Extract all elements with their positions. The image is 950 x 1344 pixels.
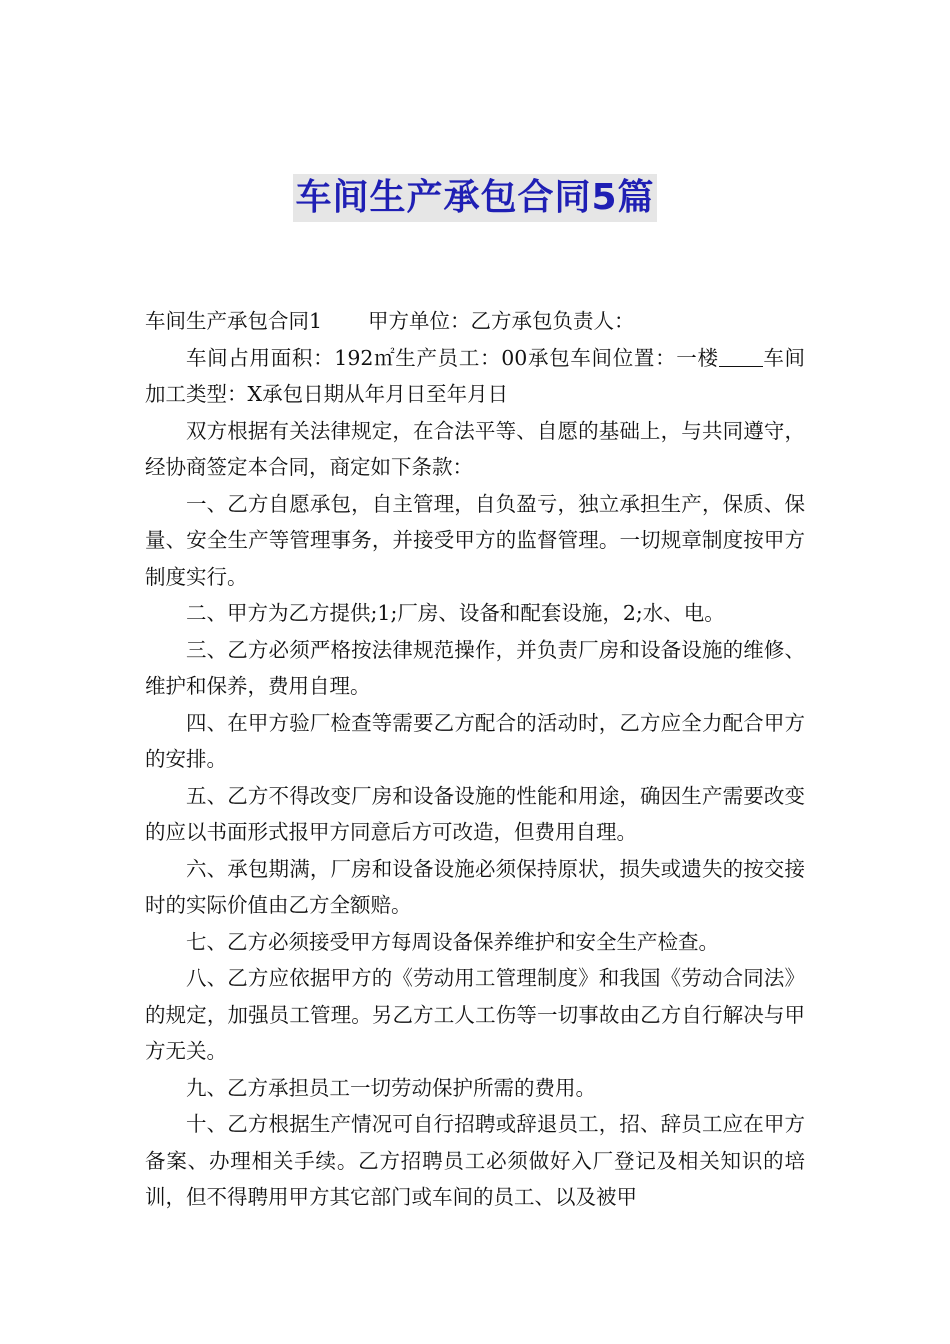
blank-underline (719, 345, 763, 367)
clause-9: 九、乙方承担员工一切劳动保护所需的费用。 (186, 1075, 596, 1100)
workshop-type-text: 车间加工类型：X承包日期从年月日至年月日 (145, 345, 806, 406)
contract-name: 车间生产承包合同1 (145, 309, 323, 333)
clause-10: 十、乙方根据生产情况可自行招聘或辞退员工，招、辞员工应在甲方备案、办理相关手续。乙方招聘员工必须做好入厂登记及相关知识的培训，但不得聘用甲方其它部门或车间的员工、以及被甲 (145, 1112, 805, 1209)
clause-5: 五、乙方不得改变厂房和设备设施的性能和用途，确因生产需要改变的应以书面形式报甲方同意后方可改造，但费用自理。 (145, 783, 805, 844)
clause-3: 三、乙方必须严格按法律规范操作，并负责厂房和设备设施的维修、维护和保养，费用自理。 (145, 637, 805, 698)
clause-8: 八、乙方应依据甲方的《劳动用工管理制度》和我国《劳动合同法》的规定，加强员工管理。另乙方工人工伤等一切事故由乙方自行解决与甲方无关。 (145, 966, 805, 1063)
workshop-area-text: 车间占用面积：192㎡生产员工：00承包车间位置：一楼 (186, 345, 719, 370)
document-title: 车间生产承包合同5篇 (293, 174, 656, 222)
clause-6: 六、承包期满，厂房和设备设施必须保持原状，损失或遗失的按交接时的实际价值由乙方全额赔。 (145, 856, 805, 917)
clause-4: 四、在甲方验厂检查等需要乙方配合的活动时，乙方应全力配合甲方的安排。 (145, 710, 805, 771)
clause-7: 七、乙方必须接受甲方每周设备保养维护和安全生产检查。 (186, 929, 719, 954)
clause-2: 二、甲方为乙方提供;1;厂房、设备和配套设施，2;水、电。 (186, 601, 725, 625)
title-container (0, 174, 950, 222)
preamble-paragraph: 双方根据有关法律规定，在合法平等、自愿的基础上，与共同遵守，经协商签定本合同，商定如下条款： (145, 418, 805, 479)
document-body (145, 303, 805, 1216)
workshop-info-paragraph (145, 340, 805, 413)
contract-header-line (145, 303, 805, 340)
party-line: 甲方单位：乙方承包负责人： (368, 309, 635, 333)
clause-1: 一、乙方自愿承包，自主管理，自负盈亏，独立承担生产，保质、保量、安全生产等管理事务，并接受甲方的监督管理。一切规章制度按甲方制度实行。 (145, 491, 805, 589)
